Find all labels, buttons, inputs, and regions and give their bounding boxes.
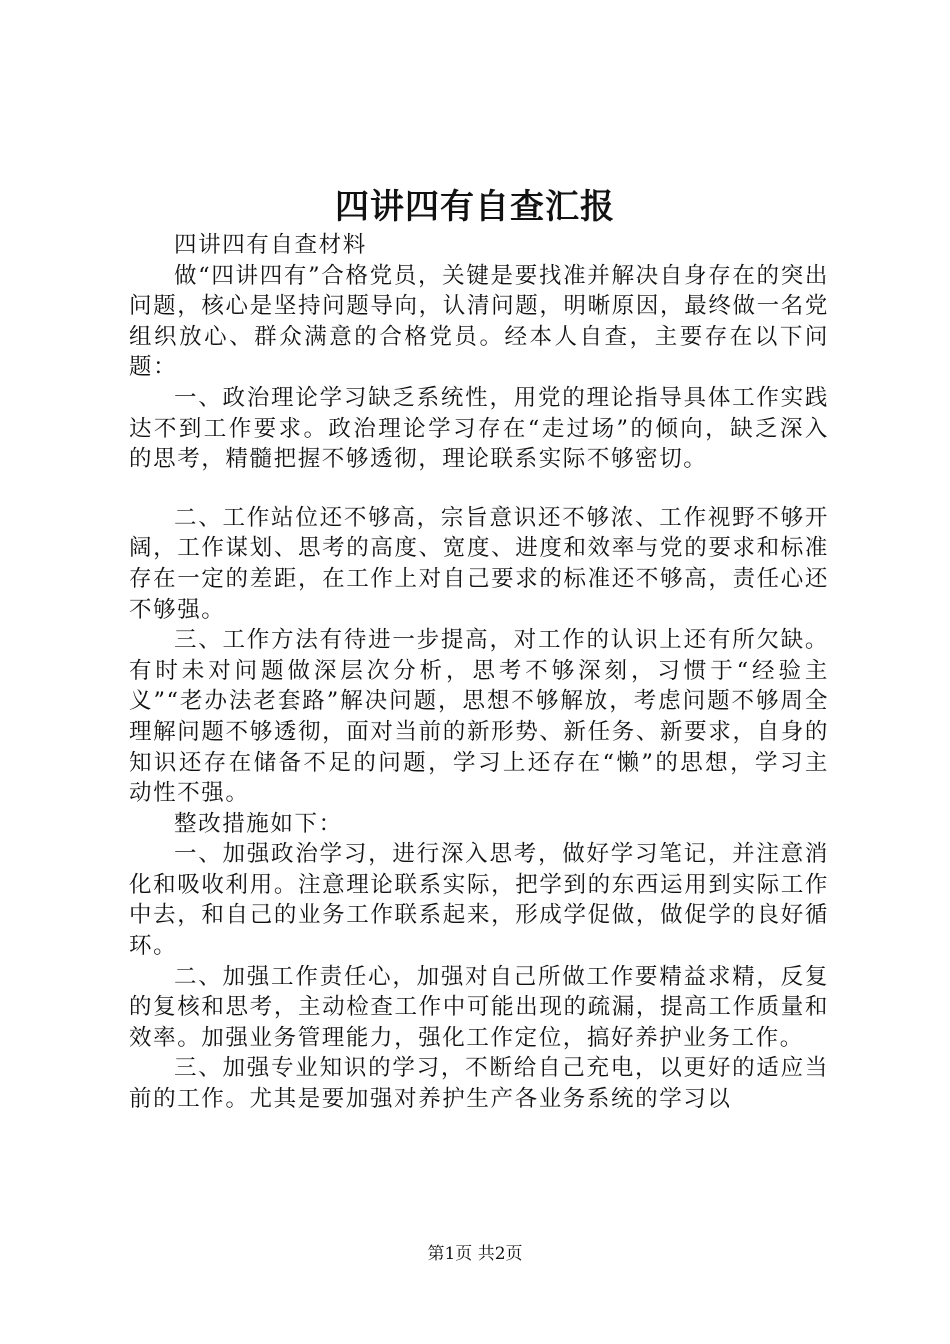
measure-3-paragraph: 三、加强专业知识的学习，不断给自己充电，以更好的适应当前的工作。尤其是要加强对养护生产各业务系统的学习以 [129,1055,829,1113]
blank-line [129,475,829,503]
page-footer: 第1页 共2页 [427,1244,523,1264]
measure-2-paragraph: 二、加强工作责任心，加强对自己所做工作要精益求精，反复的复核和思考，主动检查工作中可能出现的疏漏，提高工作质量和效率。加强业务管理能力，强化工作定位，搞好养护业务工作。 [129,963,829,1051]
problem-1-paragraph: 一、政治理论学习缺乏系统性，用党的理论指导具体工作实践达不到工作要求。政治理论学习存在“走过场”的倾向，缺乏深入的思考，精髓把握不够透彻，理论联系实际不够密切。 [129,384,829,473]
document-title: 四讲四有自查汇报 [335,187,615,227]
measure-1-paragraph: 一、加强政治学习，进行深入思考，做好学习笔记，并注意消化和吸收利用。注意理论联系实际，把学到的东西运用到实际工作中去，和自己的业务工作联系起来，形成学促做，做促学的良好循环。 [129,841,829,960]
measures-heading: 整改措施如下： [174,810,343,837]
problem-3-paragraph: 三、工作方法有待进一步提高，对工作的认识上还有所欠缺。有时未对问题做深层次分析，思考不够深刻，习惯于“经验主义”“老办法老套路”解决问题，思想不够解放，考虑问题不够周全理解问题不够透彻，面对当前的新形势、新任务、新要求，自身的知识还存在储备不足的问题，学习上还存在“懒”的思想，学习主动性不强。 [129,627,829,807]
problem-2-paragraph: 二、工作站位还不够高，宗旨意识还不够浓、工作视野不够开阔，工作谋划、思考的高度、宽度、进度和效率与党的要求和标准存在一定的差距，在工作上对自己要求的标准还不够高，责任心还不够强。 [129,504,829,623]
document-body [129,230,829,1115]
subtitle-paragraph: 四讲四有自查材料 [174,232,367,258]
intro-paragraph: 做“四讲四有”合格党员，关键是要找准并解决自身存在的突出问题，核心是坚持问题导向，认清问题，明晰原因，最终做一名党组织放心、群众满意的合格党员。经本人自查，主要存在以下问题： [129,262,829,381]
